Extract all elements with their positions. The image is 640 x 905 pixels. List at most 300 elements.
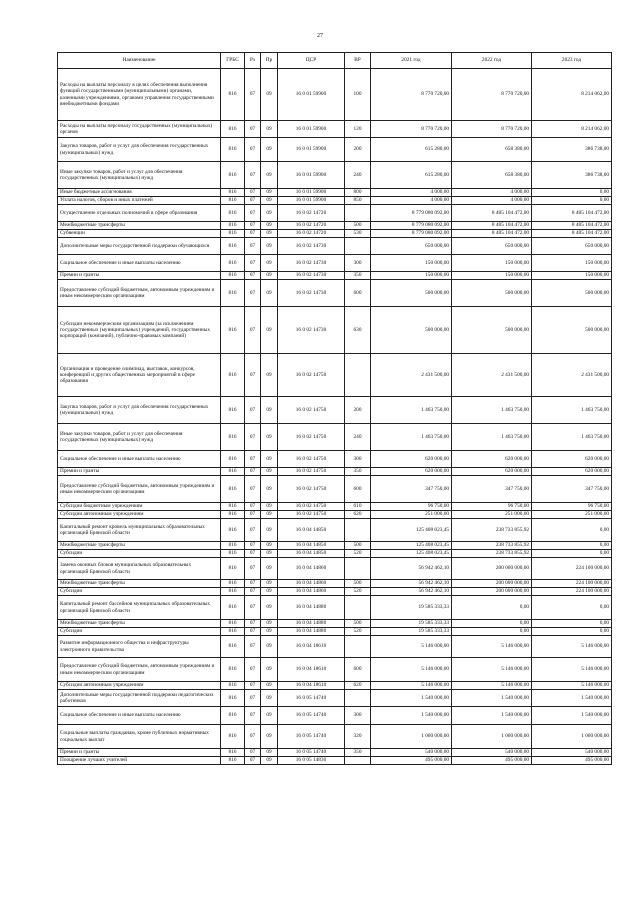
cell-name: Премии и гранты <box>58 272 221 280</box>
cell-name: Развитие информационного общества и инфраструктуры электронного правительства <box>58 636 221 658</box>
cell-csr: 16 0 01 59900 <box>278 69 345 121</box>
cell-2023: 540 000,00 <box>532 749 612 757</box>
cell-grbs: 816 <box>221 280 245 307</box>
cell-2022: 8 485 104 472,00 <box>452 230 532 238</box>
cell-csr: 16 0 04 14880 <box>278 628 345 636</box>
cell-grbs: 816 <box>221 580 245 588</box>
cell-csr: 16 0 02 14750 <box>278 451 345 468</box>
cell-2022: 150 000,00 <box>452 272 532 280</box>
cell-2023: 620 000,00 <box>532 468 612 476</box>
cell-name: Закупка товаров, работ и услуг для обеспечения государственных (муниципальных) нужд <box>58 397 221 424</box>
cell-vr: 300 <box>345 451 371 468</box>
cell-pr: 09 <box>261 138 278 162</box>
cell-vr: 500 <box>345 222 371 230</box>
cell-csr: 16 0 02 14750 <box>278 397 345 424</box>
cell-rz: 07 <box>245 230 261 238</box>
cell-pr: 09 <box>261 307 278 354</box>
cell-2022: 238 733 855,92 <box>452 550 532 558</box>
cell-2023: 5 146 000,00 <box>532 636 612 658</box>
cell-2023: 0,00 <box>532 620 612 628</box>
cell-2022: 658 380,00 <box>452 162 532 189</box>
cell-pr: 09 <box>261 255 278 272</box>
cell-grbs: 816 <box>221 238 245 255</box>
cell-2022: 96 750,00 <box>452 503 532 511</box>
cell-vr <box>345 596 371 620</box>
cell-name: Субсидии <box>58 550 221 558</box>
cell-csr: 16 0 02 14730 <box>278 238 345 255</box>
cell-2021: 500 000,00 <box>371 280 452 307</box>
table-row <box>58 707 612 725</box>
cell-2023: 2 431 500,00 <box>532 354 612 397</box>
cell-grbs: 816 <box>221 307 245 354</box>
cell-2022: 1 540 000,00 <box>452 690 532 707</box>
cell-2021: 251 000,00 <box>371 511 452 519</box>
table-row <box>58 354 612 397</box>
cell-name: Расходы на выплаты персоналу государственных (муниципальных) органов <box>58 121 221 138</box>
cell-2022: 0,00 <box>452 620 532 628</box>
cell-2023: 0,00 <box>532 197 612 205</box>
cell-2022: 1 540 000,00 <box>452 707 532 725</box>
table-row <box>58 272 612 280</box>
cell-2021: 620 000,00 <box>371 468 452 476</box>
table-header-row <box>58 53 612 69</box>
cell-csr: 16 0 04 18610 <box>278 636 345 658</box>
cell-2022: 0,00 <box>452 628 532 636</box>
cell-rz: 07 <box>245 628 261 636</box>
cell-grbs: 816 <box>221 658 245 682</box>
budget-table <box>57 52 612 765</box>
cell-rz: 07 <box>245 588 261 596</box>
table-row <box>58 476 612 503</box>
cell-2022: 1 000 000,00 <box>452 725 532 749</box>
cell-2023: 1 463 750,00 <box>532 424 612 451</box>
cell-name: Межбюджетные трансферты <box>58 580 221 588</box>
cell-pr: 09 <box>261 636 278 658</box>
cell-2023: 224 100 000,00 <box>532 558 612 580</box>
cell-pr: 09 <box>261 658 278 682</box>
col-header-csr: ЦСР <box>278 53 345 69</box>
cell-rz: 07 <box>245 397 261 424</box>
cell-csr: 16 0 02 14750 <box>278 424 345 451</box>
cell-2023: 347 750,00 <box>532 476 612 503</box>
cell-2022: 650 000,00 <box>452 238 532 255</box>
cell-pr: 09 <box>261 757 278 765</box>
cell-rz: 07 <box>245 121 261 138</box>
cell-2023: 500 000,00 <box>532 280 612 307</box>
cell-2023: 495 000,00 <box>532 757 612 765</box>
cell-name: Межбюджетные трансферты <box>58 620 221 628</box>
cell-rz: 07 <box>245 162 261 189</box>
cell-2023: 0,00 <box>532 542 612 550</box>
cell-grbs: 816 <box>221 682 245 690</box>
cell-2022: 5 146 000,00 <box>452 636 532 658</box>
cell-pr: 09 <box>261 580 278 588</box>
cell-csr: 16 0 05 14740 <box>278 725 345 749</box>
cell-2022: 500 000,00 <box>452 307 532 354</box>
cell-grbs: 816 <box>221 397 245 424</box>
cell-2021: 96 750,00 <box>371 503 452 511</box>
cell-2022: 1 463 750,00 <box>452 397 532 424</box>
cell-grbs: 816 <box>221 255 245 272</box>
cell-grbs: 816 <box>221 757 245 765</box>
cell-csr: 16 0 05 14830 <box>278 757 345 765</box>
cell-name: Иные закупки товаров, работ и услуг для обеспечения государственных (муниципальных) нужд <box>58 424 221 451</box>
cell-pr: 09 <box>261 451 278 468</box>
cell-pr: 09 <box>261 550 278 558</box>
table-row <box>58 451 612 468</box>
table-row <box>58 542 612 550</box>
cell-2021: 8 779 080 092,00 <box>371 222 452 230</box>
table-row <box>58 749 612 757</box>
cell-pr: 09 <box>261 189 278 197</box>
cell-rz: 07 <box>245 511 261 519</box>
cell-2022: 200 000 000,00 <box>452 580 532 588</box>
cell-grbs: 816 <box>221 749 245 757</box>
cell-rz: 07 <box>245 189 261 197</box>
cell-2022: 540 000,00 <box>452 749 532 757</box>
cell-vr: 850 <box>345 197 371 205</box>
cell-2023: 8 485 104 472,00 <box>532 205 612 222</box>
cell-pr: 09 <box>261 121 278 138</box>
cell-2021: 56 942 462,10 <box>371 588 452 596</box>
cell-vr: 600 <box>345 280 371 307</box>
cell-name: Субсидии <box>58 628 221 636</box>
cell-vr: 240 <box>345 162 371 189</box>
cell-csr: 16 0 05 14740 <box>278 749 345 757</box>
cell-csr: 16 0 02 14750 <box>278 476 345 503</box>
cell-pr: 09 <box>261 542 278 550</box>
cell-2021: 125 408 023,45 <box>371 519 452 542</box>
cell-rz: 07 <box>245 690 261 707</box>
cell-vr: 600 <box>345 476 371 503</box>
cell-csr: 16 0 01 59900 <box>278 197 345 205</box>
cell-2022: 620 000,00 <box>452 468 532 476</box>
cell-name: Расходы на выплаты персоналу в целях обеспечения выполнения функций государственными (муниципальными) органами, казенными учреждениями, органами управления государственными внебюджетными фондами <box>58 69 221 121</box>
cell-2022: 495 000,00 <box>452 757 532 765</box>
cell-csr: 16 0 01 59900 <box>278 138 345 162</box>
cell-2022: 8 485 104 472,00 <box>452 205 532 222</box>
cell-vr: 240 <box>345 424 371 451</box>
cell-rz: 07 <box>245 138 261 162</box>
cell-2021: 615 280,00 <box>371 162 452 189</box>
cell-pr: 09 <box>261 205 278 222</box>
cell-csr: 16 0 04 14860 <box>278 558 345 580</box>
cell-2021: 1 540 000,00 <box>371 707 452 725</box>
cell-rz: 07 <box>245 468 261 476</box>
cell-2023: 1 000 000,00 <box>532 725 612 749</box>
cell-vr: 600 <box>345 658 371 682</box>
cell-2022: 8 485 104 472,00 <box>452 222 532 230</box>
cell-name: Уплата налогов, сборов и иных платежей <box>58 197 221 205</box>
cell-grbs: 816 <box>221 588 245 596</box>
cell-2022: 500 000,00 <box>452 280 532 307</box>
cell-vr: 300 <box>345 707 371 725</box>
cell-2022: 2 431 500,00 <box>452 354 532 397</box>
cell-rz: 07 <box>245 451 261 468</box>
table-row <box>58 189 612 197</box>
cell-2023: 150 000,00 <box>532 272 612 280</box>
cell-pr: 09 <box>261 397 278 424</box>
cell-pr: 09 <box>261 272 278 280</box>
cell-pr: 09 <box>261 690 278 707</box>
table-row <box>58 121 612 138</box>
cell-2021: 1 540 000,00 <box>371 690 452 707</box>
cell-vr: 200 <box>345 397 371 424</box>
cell-2021: 8 779 080 092,00 <box>371 230 452 238</box>
cell-2021: 1 463 750,00 <box>371 424 452 451</box>
cell-pr: 09 <box>261 230 278 238</box>
cell-2021: 8 770 720,00 <box>371 121 452 138</box>
cell-name: Предоставление субсидий бюджетным, автономным учреждениям и иным некоммерческим организациям <box>58 280 221 307</box>
cell-vr: 100 <box>345 69 371 121</box>
cell-2022: 150 000,00 <box>452 255 532 272</box>
cell-rz: 07 <box>245 69 261 121</box>
table-row <box>58 628 612 636</box>
cell-csr: 16 0 02 14720 <box>278 222 345 230</box>
cell-vr <box>345 519 371 542</box>
cell-vr <box>345 558 371 580</box>
cell-grbs: 816 <box>221 476 245 503</box>
cell-vr: 200 <box>345 138 371 162</box>
cell-2021: 650 000,00 <box>371 238 452 255</box>
cell-vr: 530 <box>345 230 371 238</box>
cell-2021: 19 585 333,33 <box>371 628 452 636</box>
table-row <box>58 280 612 307</box>
cell-2021: 2 431 500,00 <box>371 354 452 397</box>
cell-2021: 125 408 023,45 <box>371 542 452 550</box>
cell-grbs: 816 <box>221 620 245 628</box>
cell-vr: 620 <box>345 682 371 690</box>
cell-vr: 520 <box>345 628 371 636</box>
cell-pr: 09 <box>261 238 278 255</box>
cell-grbs: 816 <box>221 558 245 580</box>
col-header-2021: 2021 год <box>371 53 452 69</box>
col-header-vr: ВР <box>345 53 371 69</box>
table-row <box>58 519 612 542</box>
cell-rz: 07 <box>245 424 261 451</box>
cell-grbs: 816 <box>221 197 245 205</box>
cell-vr <box>345 205 371 222</box>
cell-2022: 347 750,00 <box>452 476 532 503</box>
cell-2023: 5 146 000,00 <box>532 682 612 690</box>
cell-vr <box>345 757 371 765</box>
cell-grbs: 816 <box>221 636 245 658</box>
cell-rz: 07 <box>245 550 261 558</box>
cell-2023: 0,00 <box>532 189 612 197</box>
cell-pr: 09 <box>261 707 278 725</box>
cell-rz: 07 <box>245 542 261 550</box>
col-header-name: Наименование <box>58 53 221 69</box>
cell-2023: 0,00 <box>532 519 612 542</box>
cell-vr <box>345 354 371 397</box>
cell-pr: 09 <box>261 69 278 121</box>
col-header-2022: 2022 год <box>452 53 532 69</box>
cell-rz: 07 <box>245 620 261 628</box>
cell-name: Субвенции <box>58 230 221 238</box>
cell-name: Субсидии автономным учреждениям <box>58 682 221 690</box>
cell-csr: 16 0 02 14750 <box>278 503 345 511</box>
cell-grbs: 816 <box>221 222 245 230</box>
cell-rz: 07 <box>245 222 261 230</box>
cell-csr: 16 0 02 14730 <box>278 255 345 272</box>
cell-2021: 5 146 000,00 <box>371 658 452 682</box>
table-row <box>58 222 612 230</box>
cell-csr: 16 0 04 14850 <box>278 542 345 550</box>
cell-2021: 150 000,00 <box>371 255 452 272</box>
cell-grbs: 816 <box>221 519 245 542</box>
table-row <box>58 558 612 580</box>
cell-csr: 16 0 04 14860 <box>278 580 345 588</box>
cell-2023: 1 540 000,00 <box>532 707 612 725</box>
cell-pr: 09 <box>261 503 278 511</box>
cell-vr: 520 <box>345 588 371 596</box>
cell-2021: 56 942 462,10 <box>371 580 452 588</box>
cell-2021: 615 280,00 <box>371 138 452 162</box>
cell-name: Социальные выплаты гражданам, кроме публичных нормативных социальных выплат <box>58 725 221 749</box>
cell-pr: 09 <box>261 596 278 620</box>
table-row <box>58 307 612 354</box>
cell-pr: 09 <box>261 280 278 307</box>
table-row <box>58 636 612 658</box>
cell-vr: 620 <box>345 511 371 519</box>
cell-rz: 07 <box>245 280 261 307</box>
cell-2021: 8 770 720,00 <box>371 69 452 121</box>
cell-name: Капитальный ремонт бассейнов муниципальных образовательных организаций Брянской области <box>58 596 221 620</box>
cell-2021: 19 585 333,33 <box>371 596 452 620</box>
cell-name: Субсидии некоммерческим организациям (за исключением государственных (муниципальных) учреждений, государственных корпораций (компаний), публично-правовых компаний) <box>58 307 221 354</box>
cell-name: Предоставление субсидий бюджетным, автономным учреждениям и иным некоммерческим организациям <box>58 658 221 682</box>
cell-2023: 150 000,00 <box>532 255 612 272</box>
cell-vr <box>345 636 371 658</box>
cell-2021: 347 750,00 <box>371 476 452 503</box>
cell-2023: 96 750,00 <box>532 503 612 511</box>
cell-2021: 1 463 750,00 <box>371 397 452 424</box>
cell-2023: 0,00 <box>532 628 612 636</box>
table-row <box>58 658 612 682</box>
cell-grbs: 816 <box>221 138 245 162</box>
cell-rz: 07 <box>245 476 261 503</box>
page-number: 27 <box>317 33 323 39</box>
cell-pr: 09 <box>261 424 278 451</box>
cell-2023: 1 463 750,00 <box>532 397 612 424</box>
cell-pr: 09 <box>261 162 278 189</box>
cell-pr: 09 <box>261 197 278 205</box>
cell-vr <box>345 238 371 255</box>
cell-2023: 386 738,00 <box>532 138 612 162</box>
cell-2022: 620 000,00 <box>452 451 532 468</box>
cell-name: Иные закупки товаров, работ и услуг для обеспечения государственных (муниципальных) нужд <box>58 162 221 189</box>
cell-name: Поощрение лучших учителей <box>58 757 221 765</box>
cell-name: Межбюджетные трансферты <box>58 542 221 550</box>
cell-name: Замена оконных блоков муниципальных образовательных организаций Брянской области <box>58 558 221 580</box>
cell-name: Субсидии <box>58 588 221 596</box>
cell-2022: 1 463 750,00 <box>452 424 532 451</box>
cell-grbs: 816 <box>221 707 245 725</box>
cell-csr: 16 0 02 14730 <box>278 272 345 280</box>
cell-vr: 500 <box>345 542 371 550</box>
cell-vr <box>345 690 371 707</box>
cell-grbs: 816 <box>221 596 245 620</box>
cell-2022: 200 000 000,00 <box>452 558 532 580</box>
cell-2023: 8 214 062,00 <box>532 69 612 121</box>
cell-pr: 09 <box>261 682 278 690</box>
cell-grbs: 816 <box>221 424 245 451</box>
table-row <box>58 511 612 519</box>
cell-rz: 07 <box>245 558 261 580</box>
cell-rz: 07 <box>245 749 261 757</box>
table-row <box>58 69 612 121</box>
cell-2022: 200 000 000,00 <box>452 588 532 596</box>
cell-csr: 16 0 04 18610 <box>278 658 345 682</box>
cell-csr: 16 0 02 14720 <box>278 230 345 238</box>
cell-csr: 16 0 04 14880 <box>278 620 345 628</box>
table-row <box>58 230 612 238</box>
cell-2022: 8 770 720,00 <box>452 69 532 121</box>
cell-name: Социальное обеспечение и иные выплаты населению <box>58 451 221 468</box>
table-row <box>58 468 612 476</box>
cell-csr: 16 0 04 14850 <box>278 550 345 558</box>
cell-grbs: 816 <box>221 189 245 197</box>
col-header-rz: Рз <box>245 53 261 69</box>
cell-name: Закупка товаров, работ и услуг для обеспечения государственных (муниципальных) нужд <box>58 138 221 162</box>
table-row <box>58 238 612 255</box>
cell-2022: 0,00 <box>452 596 532 620</box>
cell-name: Премии и гранты <box>58 749 221 757</box>
cell-2021: 56 942 462,10 <box>371 558 452 580</box>
cell-rz: 07 <box>245 757 261 765</box>
cell-rz: 07 <box>245 519 261 542</box>
table-row <box>58 596 612 620</box>
cell-rz: 07 <box>245 636 261 658</box>
table-row <box>58 620 612 628</box>
cell-pr: 09 <box>261 558 278 580</box>
cell-rz: 07 <box>245 307 261 354</box>
cell-grbs: 816 <box>221 205 245 222</box>
cell-name: Организация и проведение олимпиад, выставок, конкурсов, конференций и других общественных мероприятий в сфере образования <box>58 354 221 397</box>
cell-2022: 251 000,00 <box>452 511 532 519</box>
cell-vr: 350 <box>345 468 371 476</box>
cell-name: Капитальный ремонт кровель муниципальных образовательных организаций Брянской области <box>58 519 221 542</box>
table-body <box>58 69 612 765</box>
cell-2021: 4 000,00 <box>371 197 452 205</box>
cell-name: Межбюджетные трансферты <box>58 222 221 230</box>
cell-rz: 07 <box>245 725 261 749</box>
cell-2021: 5 146 000,00 <box>371 682 452 690</box>
col-header-grbs: ГРБС <box>221 53 245 69</box>
cell-pr: 09 <box>261 620 278 628</box>
table-row <box>58 162 612 189</box>
cell-rz: 07 <box>245 205 261 222</box>
col-header-2023: 2023 год <box>532 53 612 69</box>
cell-rz: 07 <box>245 596 261 620</box>
cell-2022: 238 733 855,92 <box>452 542 532 550</box>
cell-name: Социальное обеспечение и иные выплаты населению <box>58 255 221 272</box>
table-row <box>58 397 612 424</box>
cell-2021: 500 000,00 <box>371 307 452 354</box>
cell-2021: 8 779 080 092,00 <box>371 205 452 222</box>
cell-vr: 630 <box>345 307 371 354</box>
cell-pr: 09 <box>261 476 278 503</box>
cell-csr: 16 0 01 59900 <box>278 121 345 138</box>
cell-2023: 251 000,00 <box>532 511 612 519</box>
cell-name: Субсидии бюджетным учреждениям <box>58 503 221 511</box>
cell-2021: 620 000,00 <box>371 451 452 468</box>
cell-pr: 09 <box>261 588 278 596</box>
cell-vr: 350 <box>345 749 371 757</box>
cell-grbs: 816 <box>221 121 245 138</box>
cell-rz: 07 <box>245 580 261 588</box>
table-row <box>58 424 612 451</box>
